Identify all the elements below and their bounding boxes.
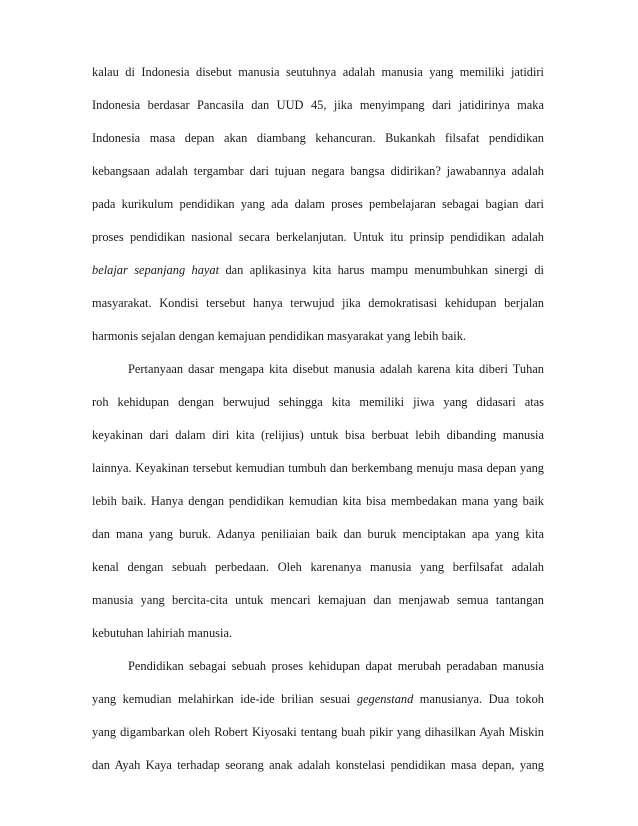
text-line-1: kalau di Indonesia disebut manusia seutuhnya adalah manusia yang memiliki jatidiri — [92, 65, 544, 79]
text-line-15: dan mana yang buruk. Adanya peniliaian baik dan buruk menciptakan apa yang kita — [92, 527, 544, 541]
text-line-9: harmonis sejalan dengan kemajuan pendidikan masyarakat yang lebih baik. — [92, 329, 467, 343]
text-line-10: Pertanyaan dasar mengapa kita disebut manusia adalah karena kita diberi Tuhan — [128, 362, 544, 376]
text-line-22: dan Ayah Kaya terhadap seorang anak adalah konstelasi pendidikan masa depan, yang — [92, 758, 544, 772]
text-line-14: lebih baik. Hanya dengan pendidikan kemudian kita bisa membedakan mana yang baik — [92, 494, 544, 508]
text-line-8: masyarakat. Kondisi tersebut hanya terwujud jika demokratisasi kehidupan berjalan — [92, 296, 544, 310]
text-line-16: kenal dengan sebuah perbedaan. Oleh karenanya manusia yang berfilsafat adalah — [92, 560, 544, 574]
text-line-21: yang digambarkan oleh Robert Kiyosaki tentang buah pikir yang dihasilkan Ayah Miskin — [92, 725, 544, 739]
text-line-18: kebutuhan lahiriah manusia. — [92, 626, 233, 640]
text-line-4: kebangsaan adalah tergambar dari tujuan negara bangsa didirikan? jawabannya adalah — [92, 164, 544, 178]
text-line-19: Pendidikan sebagai sebuah proses kehidupan dapat merubah peradaban manusia — [128, 659, 544, 673]
text-line-13: lainnya. Keyakinan tersebut kemudian tumbuh dan berkembang menuju masa depan yang — [92, 461, 544, 475]
text-line-11: roh kehidupan dengan berwujud sehingga kita memiliki jiwa yang didasari atas — [92, 395, 544, 409]
text-line-3: Indonesia masa depan akan diambang kehancuran. Bukankah filsafat pendidikan — [92, 131, 544, 145]
text-line-6: proses pendidikan nasional secara berkelanjutan. Untuk itu prinsip pendidikan adalah — [92, 230, 544, 244]
text-line-12: keyakinan dari dalam diri kita (relijius) untuk bisa berbuat lebih dibanding manusia — [92, 428, 544, 442]
text-line-2: Indonesia berdasar Pancasila dan UUD 45, jika menyimpang dari jatidirinya maka — [92, 98, 544, 112]
italic-phrase: belajar sepanjang hayat — [92, 263, 220, 277]
text-line-7: belajar sepanjang hayat dan aplikasinya kita harus mampu menumbuhkan sinergi di — [92, 263, 545, 277]
text-line-5: pada kurikulum pendidikan yang ada dalam proses pembelajaran sebagai bagian dari — [92, 197, 544, 211]
text-line-20: yang kemudian melahirkan ide-ide brilian sesuai gegenstand manusianya. Dua tokoh — [92, 692, 544, 706]
text-line-17: manusia yang bercita-cita untuk mencari kemajuan dan menjawab semua tantangan — [92, 593, 544, 607]
italic-term: gegenstand — [356, 692, 414, 706]
